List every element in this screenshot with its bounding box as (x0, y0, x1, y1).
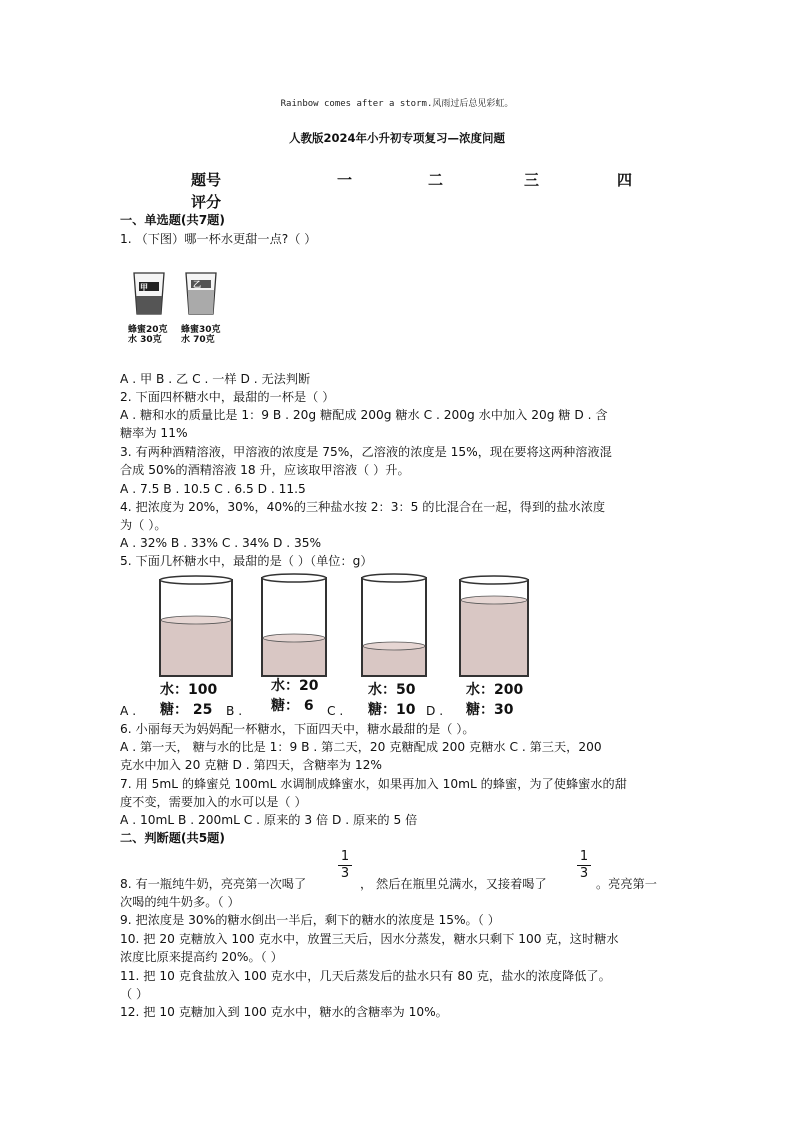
question-11-line2: （ ） (120, 987, 149, 1001)
question-2-stem: 2. 下面四杯糖水中，最甜的一杯是（ ） (120, 390, 335, 404)
question-10-line1: 10. 把 20 克糖放入 100 克水中，放置三天后，因水分蒸发，糖水只剩下 100 克，这时糖水 (120, 932, 619, 946)
fraction-numerator: 1 (338, 849, 352, 866)
question-7-options: A . 10mL B . 200mL C . 原来的 3 倍 D . 原来的 5 倍 (120, 813, 418, 827)
question-12: 12. 把 10 克糖加入到 100 克水中，糖水的含糖率为 10%。 (120, 1005, 448, 1019)
cup-b-honey-label: 蜂蜜30克 (181, 325, 221, 335)
score-table-row1-label: 题号 (191, 171, 222, 189)
cup-a-water: 水：100 (160, 682, 218, 698)
question-7-stem-line1: 7. 用 5mL 的蜂蜜兑 100mL 水调制成蜂蜜水，如果再加入 10mL 的蜂蜜，为了使蜂蜜水的甜 (120, 777, 627, 791)
question-8-part1: 8. 有一瓶纯牛奶，亮亮第一次喝了 (120, 877, 307, 891)
question-4-options: A . 32% B . 33% C . 34% D . 35% (120, 536, 322, 550)
question-1-figure (128, 270, 238, 350)
question-6-options-line2: 克水中加入 20 克糖 D . 第四天，含糖率为 12% (120, 758, 382, 772)
cup-a-sugar: 糖： 25 (160, 702, 213, 718)
cup-b-water: 水：20 (271, 678, 319, 694)
cup-b-sugar: 糖： 6 (271, 698, 314, 714)
question-5-option-a: A . (120, 704, 137, 718)
question-2-options-line1: A . 糖和水的质量比是 1：9 B . 20g 糖配成 200g 糖水 C . 200g 水中加入 20g 糖 D . 含 (120, 408, 608, 422)
question-4-stem-line2: 为（ ）。 (120, 518, 167, 532)
question-5-option-d: D . (426, 704, 444, 718)
honey-cups-icon (128, 270, 238, 320)
fraction-one-third-a (338, 849, 352, 882)
score-table-col-4: 四 (617, 171, 633, 189)
cup-b-mark: 乙 (193, 280, 201, 289)
cup-a-mark: 甲 (140, 283, 148, 292)
section-heading-single-choice: 一、单选题(共7题) (120, 213, 225, 227)
cup-d-water: 水：200 (466, 682, 524, 698)
question-11-line1: 11. 把 10 克食盐放入 100 克水中，几天后蒸发后的盐水只有 80 克，盐水的浓度降低了。 (120, 969, 611, 983)
question-8-part2: ， 然后在瓶里兑满水，又接着喝了 (360, 877, 547, 891)
fraction-numerator: 1 (577, 849, 591, 866)
section-heading-true-false: 二、判断题(共5题) (120, 831, 225, 845)
fraction-one-third-b (577, 849, 591, 882)
question-2-options-line2: 糖率为 11% (120, 426, 188, 440)
question-6-stem: 6. 小丽每天为妈妈配一杯糖水，下面四天中，糖水最甜的是（ ）。 (120, 722, 475, 736)
question-10-line2: 浓度比原来提高约 20%。（ ） (120, 950, 283, 964)
cup-c-water: 水：50 (368, 682, 416, 698)
question-3-stem-line2: 合成 50%的酒精溶液 18 升，应该取甲溶液（ ）升。 (120, 463, 410, 477)
document-title: 人教版2024年小升初专项复习—浓度问题 (288, 131, 505, 145)
question-5-option-c: C . (327, 704, 344, 718)
fraction-denominator: 3 (340, 866, 350, 881)
question-5-option-b: B . (226, 704, 243, 718)
question-3-options: A . 7.5 B . 10.5 C . 6.5 D . 11.5 (120, 482, 306, 496)
question-6-options-line1: A . 第一天， 糖与水的比是 1：9 B . 第二天，20 克糖配成 200 克糖水 C . 第三天，200 (120, 740, 602, 754)
question-3-stem-line1: 3. 有两种酒精溶液，甲溶液的浓度是 75%，乙溶液的浓度是 15%，现在要将这两种溶液混 (120, 445, 612, 459)
question-1-options: A . 甲 B . 乙 C . 一样 D . 无法判断 (120, 372, 311, 386)
cup-d-sugar: 糖：30 (466, 702, 514, 718)
question-7-stem-line2: 度不变，需要加入的水可以是（ ） (120, 795, 307, 809)
score-table-row2-label: 评分 (191, 193, 222, 211)
cup-a-honey-label: 蜂蜜20克 (128, 325, 168, 335)
score-table-col-3: 三 (524, 171, 540, 189)
fraction-denominator: 3 (579, 866, 589, 881)
question-1-stem: 1. （下图）哪一杯水更甜一点?（ ） (120, 232, 317, 246)
question-4-stem-line1: 4. 把浓度为 20%，30%，40%的三种盐水按 2：3：5 的比混合在一起，得到的盐水浓度 (120, 500, 606, 514)
header-tagline: Rainbow comes after a storm.风雨过后总见彩虹。 (280, 99, 514, 109)
question-8-part3: 。亮亮第一 (596, 877, 657, 891)
score-table-col-1: 一 (337, 171, 353, 189)
question-8-line2: 次喝的纯牛奶多。（ ） (120, 895, 240, 909)
question-9: 9. 把浓度是 30%的糖水倒出一半后，剩下的糖水的浓度是 15%。（ ） (120, 913, 500, 927)
question-5-stem: 5. 下面几杯糖水中，最甜的是（ ）（单位：g） (120, 554, 373, 568)
cup-c-sugar: 糖：10 (368, 702, 416, 718)
sugar-water-cups-icon (150, 572, 540, 684)
score-table-col-2: 二 (428, 171, 444, 189)
cup-a-water-label: 水 30克 (128, 335, 162, 345)
cup-b-water-label: 水 70克 (181, 335, 215, 345)
